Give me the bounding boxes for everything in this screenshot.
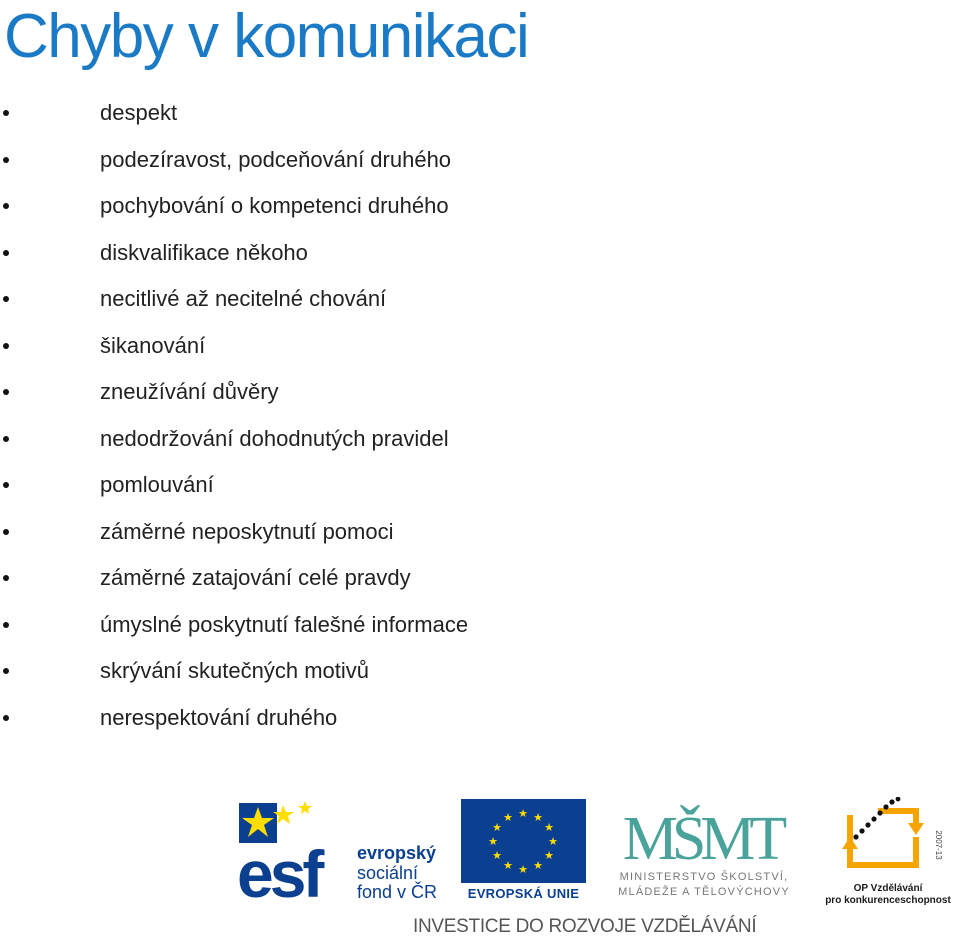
esf-line2: sociální (357, 863, 419, 883)
list-item: pomlouvání (0, 462, 700, 509)
footer-tagline: INVESTICE DO ROZVOJE VZDĚLÁVÁNÍ (413, 916, 757, 937)
bullet-icon (3, 296, 9, 302)
esf-line3: fond v ČR (357, 882, 438, 902)
bullet-icon (3, 575, 9, 581)
list-item: skrývání skutečných motivů (0, 648, 700, 695)
svg-text:★: ★ (492, 849, 502, 862)
list-item: šikanování (0, 323, 700, 370)
list-item: úmyslné poskytnutí falešné informace (0, 602, 700, 649)
bullet-icon (3, 250, 9, 256)
list-item: diskvalifikace někoho (0, 230, 700, 277)
bullet-icon (3, 715, 9, 721)
bullet-icon (3, 482, 9, 488)
op-mark-icon (818, 797, 958, 877)
svg-text:★: ★ (544, 849, 554, 862)
esf-logo (237, 799, 450, 900)
bullet-icon (3, 622, 9, 628)
svg-text:★: ★ (503, 859, 513, 872)
svg-text:★: ★ (518, 807, 528, 820)
svg-text:★: ★ (492, 821, 502, 834)
list-item: pochybování o kompetenci druhého (0, 183, 700, 230)
bullet-icon (3, 389, 9, 395)
svg-text:★: ★ (548, 835, 558, 848)
slide-title: Chyby v komunikaci (4, 2, 529, 71)
list-item: nedodržování dohodnutých pravidel (0, 416, 700, 463)
list-item: zneužívání důvěry (0, 369, 700, 416)
svg-text:★: ★ (503, 811, 513, 824)
eu-logo (461, 799, 586, 900)
list-item: nerespektování druhého (0, 695, 700, 742)
list-item: necitlivé až necitelné chování (0, 276, 700, 323)
bullet-icon (3, 436, 9, 442)
svg-text:2007-13: 2007-13 (934, 830, 943, 860)
bullet-icon (3, 203, 9, 209)
svg-text:esf: esf (237, 837, 321, 900)
list-item: záměrné zatajování celé pravdy (0, 555, 700, 602)
bullet-icon (3, 157, 9, 163)
msmt-mark-icon (595, 797, 810, 869)
bullet-icon (3, 110, 9, 116)
op-logo (818, 797, 958, 906)
eu-flag-icon (461, 799, 586, 883)
svg-text:★: ★ (544, 821, 554, 834)
msmt-line2: MLÁDEŽE A TĚLOVÝCHOVY (618, 886, 790, 898)
list-item: záměrné neposkytnutí pomoci (0, 509, 700, 556)
eu-caption: EVROPSKÁ UNIE (467, 886, 580, 901)
list-item: despekt (0, 90, 700, 137)
bullet-list (0, 90, 700, 741)
msmt-line1: MINISTERSTVO ŠKOLSTVÍ, (619, 871, 789, 883)
svg-text:★: ★ (518, 863, 528, 876)
esf-line1: evropský (357, 843, 437, 863)
svg-text:★: ★ (533, 811, 543, 824)
esf-mark-icon (237, 799, 355, 900)
op-line2: pro konkurenceschopnost (825, 895, 951, 906)
svg-text:★: ★ (488, 835, 498, 848)
bullet-icon (3, 529, 9, 535)
bullet-icon (3, 343, 9, 349)
op-line1: OP Vzdělávání (853, 883, 923, 894)
msmt-logo (595, 797, 810, 900)
bullet-icon (3, 668, 9, 674)
list-item: podezíravost, podceňování druhého (0, 137, 700, 184)
svg-text:MŠMT: MŠMT (622, 805, 782, 869)
svg-text:★: ★ (533, 859, 543, 872)
